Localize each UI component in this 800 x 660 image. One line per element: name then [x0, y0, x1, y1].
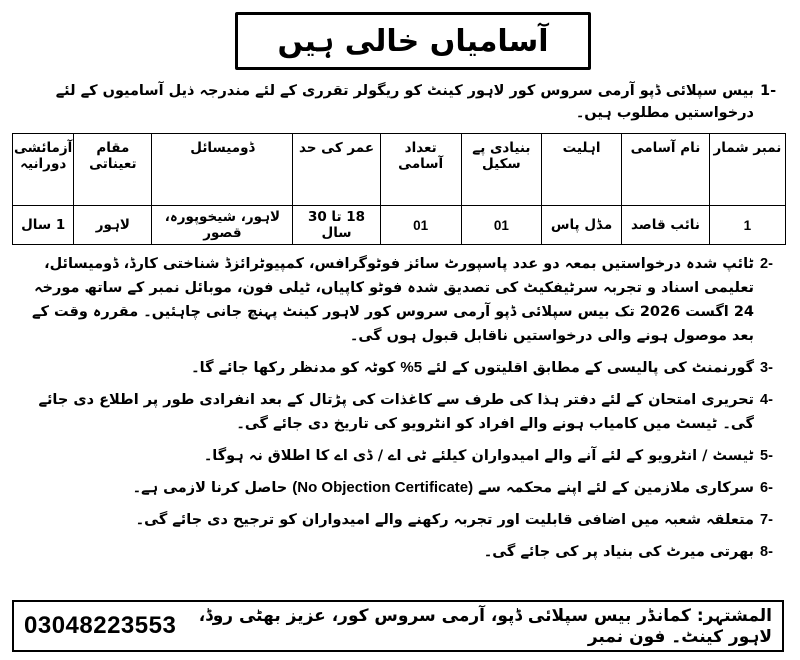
- cell-probation: 1 سال: [13, 206, 74, 245]
- header-posting-place: مقام تعیناتی: [74, 134, 152, 206]
- cell-post-count: 01: [380, 206, 461, 245]
- intro-text: بیس سپلائی ڈپو آرمی سروس کور لاہور کینٹ کو ریگولر تقرری کے لئے مندرجہ ذیل آسامیوں کے لئے درخواستیں مطلوب ہیں۔: [55, 83, 754, 121]
- item-number: -8: [760, 544, 773, 560]
- list-item: [12, 252, 782, 348]
- item-text-end: حاصل کرنا لازمی ہے۔: [132, 480, 293, 496]
- item-number: -4: [760, 392, 773, 408]
- cell-pay-scale: 01: [461, 206, 541, 245]
- item-text: ٹائپ شدہ درخواستیں بمعہ دو عدد پاسپورٹ سائز فوٹوگرافس، کمپیوٹرائزڈ شناختی کارڈ، ڈومیسائل، تعلیمی اسناد و تجربہ سرٹیفکیٹ کی تصدیق شدہ فوٹو کاپیاں، ٹیلی فون، موبائل نمبر کے ساتھ مورخہ 24 اگست 2026 تک بیس سپلائی ڈپو آرمی سروس کور لاہور کینٹ پہنچ جانی چاہئیں۔ مقررہ وقت کے بعد موصول ہونے والی درخواستیں ناقابل قبول ہوں گی۔: [32, 256, 754, 344]
- item-number: -3: [760, 360, 773, 376]
- item-text: متعلقہ شعبہ میں اضافی قابلیت اور تجربہ رکھنے والے امیدواران کو ترجیح دی جائے گی۔: [135, 512, 754, 528]
- list-item: [12, 444, 782, 468]
- list-item: [12, 476, 782, 500]
- list-item: [12, 540, 782, 564]
- advertiser-text: المشتہر: کمانڈر بیس سپلائی ڈپو، آرمی سروس کور، عزیز بھٹی روڈ، لاہور کینٹ۔ فون نمبر: [198, 606, 772, 647]
- vacancy-table: [12, 133, 786, 245]
- table-header-row: [13, 134, 786, 206]
- cell-age-limit: 18 تا 30 سال: [293, 206, 380, 245]
- item-number: -5: [760, 448, 773, 464]
- cell-domicile: لاہور، شیخوپورہ، قصور: [152, 206, 293, 245]
- advertiser-footer: [12, 600, 784, 652]
- table-row: [13, 206, 786, 245]
- cell-posting-place: لاہور: [74, 206, 152, 245]
- item-text-start: گورنمنٹ کی پالیسی کے مطابق اقلیتوں کے لئے: [422, 360, 754, 376]
- item-number: -6: [760, 480, 773, 496]
- item-number: -1: [760, 83, 777, 99]
- item-text: [12, 356, 754, 380]
- noc-label: (No Objection Certificate): [292, 479, 474, 496]
- item-number: -7: [760, 512, 773, 528]
- header-serial: نمبر شمار: [709, 134, 785, 206]
- item-text-start: سرکاری ملازمین کے لئے اپنے محکمہ سے: [473, 480, 754, 496]
- header-qualification: اہلیت: [542, 134, 622, 206]
- cell-serial: 1: [709, 206, 785, 245]
- terms-list: [12, 252, 782, 572]
- list-item: [12, 508, 782, 532]
- list-item: [12, 356, 782, 380]
- header-probation: آزمائشی دورانیہ: [13, 134, 74, 206]
- item-number: -2: [760, 256, 773, 272]
- quota-percent: 5%: [400, 359, 423, 376]
- header-pay-scale: بنیادی پے سکیل: [461, 134, 541, 206]
- list-item: [12, 388, 782, 436]
- item-text: [12, 476, 754, 500]
- item-text: تحریری امتحان کے لئے دفتر ہذا کی طرف سے کاغذات کی پڑتال کے بعد انفرادی طور پر اطلاع دی جائے گی۔ ٹیسٹ میں کامیاب ہونے والے افراد کو انٹرویو کی تاریخ دی جائے گی۔: [38, 392, 754, 432]
- item-text: بھرتی میرٹ کی بنیاد پر کی جائے گی۔: [483, 544, 754, 560]
- header-post-count: تعداد آسامی: [380, 134, 461, 206]
- cell-qualification: مڈل پاس: [542, 206, 622, 245]
- page-title: آسامیاں خالی ہیں: [235, 12, 591, 70]
- job-advertisement: [10, 6, 790, 654]
- item-text-end: کوٹہ کو مدنظر رکھا جائے گا۔: [191, 360, 401, 376]
- cell-post-name: نائب قاصد: [622, 206, 710, 245]
- intro-paragraph: [12, 80, 782, 124]
- header-post-name: نام آسامی: [622, 134, 710, 206]
- phone-number[interactable]: 03048223553: [24, 612, 177, 639]
- item-text: ٹیسٹ / انٹرویو کے لئے آنے والے امیدواران کیلئے ٹی اے / ڈی اے کا اطلاق نہ ہوگا۔: [203, 448, 754, 464]
- header-domicile: ڈومیسائل: [152, 134, 293, 206]
- header-age-limit: عمر کی حد: [293, 134, 380, 206]
